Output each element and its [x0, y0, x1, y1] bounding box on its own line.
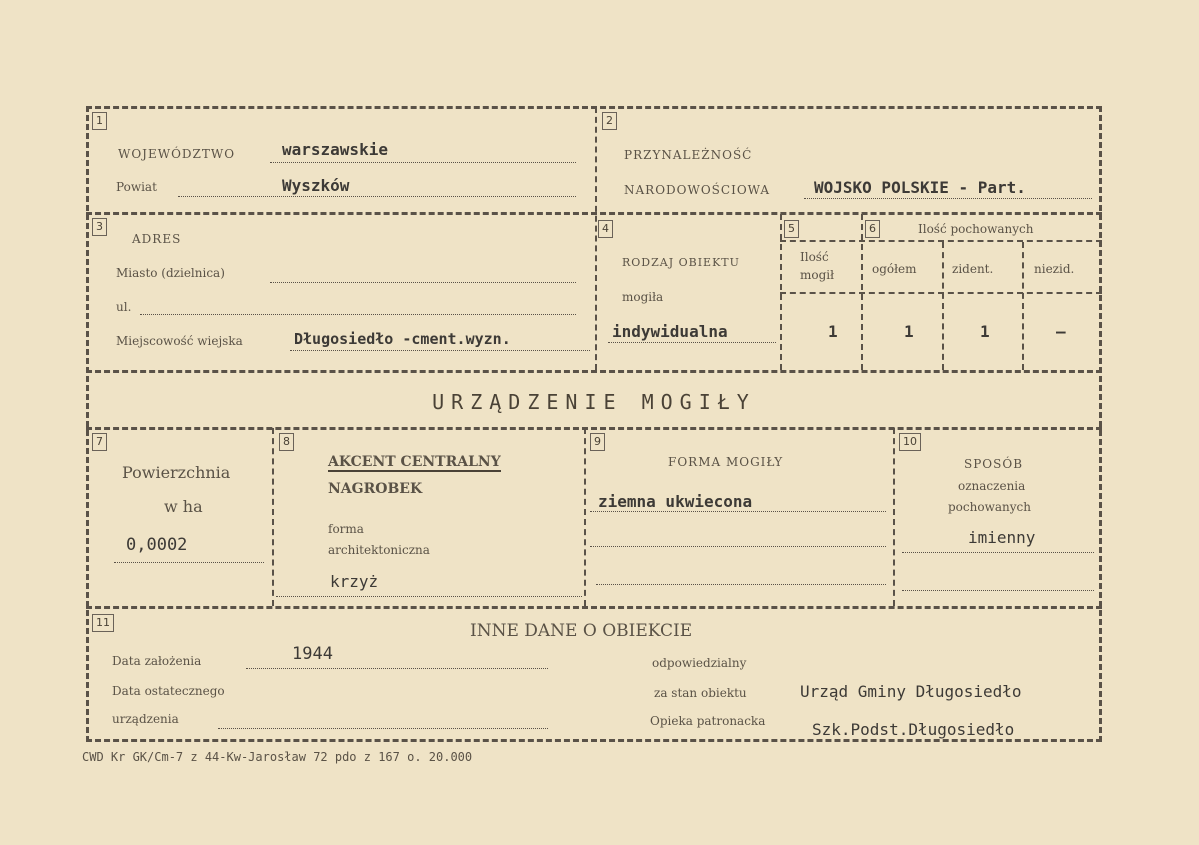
print-imprint: CWD Kr GK/Cm-7 z 44-Kw-Jarosław 72 pdo z 167 o. 20.000 — [82, 750, 473, 764]
divider — [86, 212, 1102, 215]
field-line — [590, 546, 886, 547]
urzadzenia-label: urządzenia — [112, 712, 179, 726]
ilosc-mogil-label-1: Ilość — [800, 250, 829, 264]
narodowosciowa-label: NARODOWOŚCIOWA — [624, 183, 771, 197]
divider — [780, 214, 782, 370]
w-ha-label: w ha — [164, 497, 203, 516]
zident-label: zident. — [952, 262, 994, 276]
miejscowosc-value: Długosiedło -cment.wyzn. — [294, 330, 511, 348]
section-number: 11 — [92, 614, 114, 632]
pochowanych-label: pochowanych — [948, 500, 1031, 514]
field-line — [290, 350, 590, 351]
inne-dane-title: INNE DANE O OBIEKCIE — [470, 621, 693, 641]
field-line — [596, 584, 886, 585]
field-line — [590, 511, 886, 512]
divider — [780, 292, 1102, 294]
ilosc-pochowanych-header: Ilość pochowanych — [918, 222, 1034, 236]
field-line — [218, 728, 548, 729]
field-line — [902, 590, 1094, 591]
forma-mogily-value: ziemna ukwiecona — [598, 492, 753, 511]
rodzaj-obiektu-label: RODZAJ OBIEKTU — [622, 256, 740, 269]
wojewodztwo-value: warszawskie — [282, 140, 388, 159]
urzadzenie-title: URZĄDZENIE MOGIŁY — [432, 390, 756, 414]
field-line — [114, 562, 264, 563]
section-number: 1 — [92, 112, 107, 130]
field-line — [270, 282, 576, 283]
ogolem-value: 1 — [904, 322, 914, 341]
architektoniczna-label: architektoniczna — [328, 543, 430, 557]
field-line — [270, 162, 576, 163]
zident-value: 1 — [980, 322, 990, 341]
divider — [86, 427, 1102, 430]
data-zalozenia-value: 1944 — [292, 644, 333, 664]
field-line — [178, 196, 576, 197]
forma-label: forma — [328, 522, 364, 536]
nagrobek-label: NAGROBEK — [328, 481, 423, 497]
sposob-value: imienny — [968, 528, 1036, 547]
powiat-value: Wyszków — [282, 176, 350, 195]
data-zalozenia-label: Data założenia — [112, 654, 202, 668]
ilosc-mogil-label-2: mogił — [800, 268, 835, 282]
wojewodztwo-label: WOJEWÓDZTWO — [118, 147, 236, 161]
data-ostatecznego-label: Data ostatecznego — [112, 684, 225, 698]
divider — [893, 428, 895, 606]
za-stan-obiektu-label: za stan obiektu — [654, 686, 747, 700]
divider — [584, 428, 586, 606]
mogila-label: mogiła — [622, 290, 664, 304]
miasto-label: Miasto (dzielnica) — [116, 266, 225, 280]
oznaczenia-label: oznaczenia — [958, 479, 1026, 493]
opieka-label: Opieka patronacka — [650, 714, 766, 728]
field-line — [902, 552, 1094, 553]
przynaleznosc-value: WOJSKO POLSKIE - Part. — [814, 178, 1026, 197]
section-number: 2 — [602, 112, 617, 130]
opieka-value: Szk.Podst.Długosiedło — [812, 720, 1015, 739]
akcent-centralny-label: AKCENT CENTRALNY — [328, 454, 501, 470]
niezid-label: niezid. — [1034, 262, 1075, 276]
ul-label: ul. — [116, 300, 132, 314]
section-number: 9 — [590, 433, 605, 451]
divider — [86, 370, 1102, 373]
divider — [595, 107, 597, 370]
field-line — [140, 314, 576, 315]
odpowiedzialny-value: Urząd Gminy Długosiedło — [800, 682, 1022, 701]
odpowiedzialny-label: odpowiedzialny — [652, 656, 747, 670]
adres-label: ADRES — [132, 232, 182, 246]
forma-mogily-label: FORMA MOGIŁY — [668, 455, 784, 469]
niezid-value: – — [1056, 322, 1066, 341]
section-number: 8 — [279, 433, 294, 451]
ogolem-label: ogółem — [872, 262, 917, 276]
ilosc-mogil-value: 1 — [828, 322, 838, 341]
miejscowosc-label: Miejscowość wiejska — [116, 334, 243, 348]
card-frame — [86, 106, 1102, 742]
section-number: 10 — [899, 433, 921, 451]
field-line — [804, 198, 1092, 199]
rodzaj-value: indywidualna — [612, 322, 728, 341]
divider — [780, 240, 1102, 242]
forma-value: krzyż — [330, 572, 379, 591]
divider — [942, 242, 944, 370]
divider — [861, 214, 863, 370]
sposob-label: SPOSÓB — [964, 457, 1024, 471]
section-number: 7 — [92, 433, 107, 451]
section-number: 4 — [598, 220, 613, 238]
section-number: 6 — [865, 220, 880, 238]
powierzchnia-label: Powierzchnia — [122, 463, 231, 482]
field-line — [276, 596, 582, 597]
field-line — [246, 668, 548, 669]
section-number: 5 — [784, 220, 799, 238]
przynaleznosc-label: PRZYNALEŻNOŚĆ — [624, 148, 753, 162]
divider — [86, 606, 1102, 609]
section-number: 3 — [92, 218, 107, 236]
powiat-label: Powiat — [116, 180, 157, 194]
powierzchnia-value: 0,0002 — [126, 535, 188, 555]
divider — [1022, 242, 1024, 370]
divider — [272, 428, 274, 606]
field-line — [608, 342, 776, 343]
